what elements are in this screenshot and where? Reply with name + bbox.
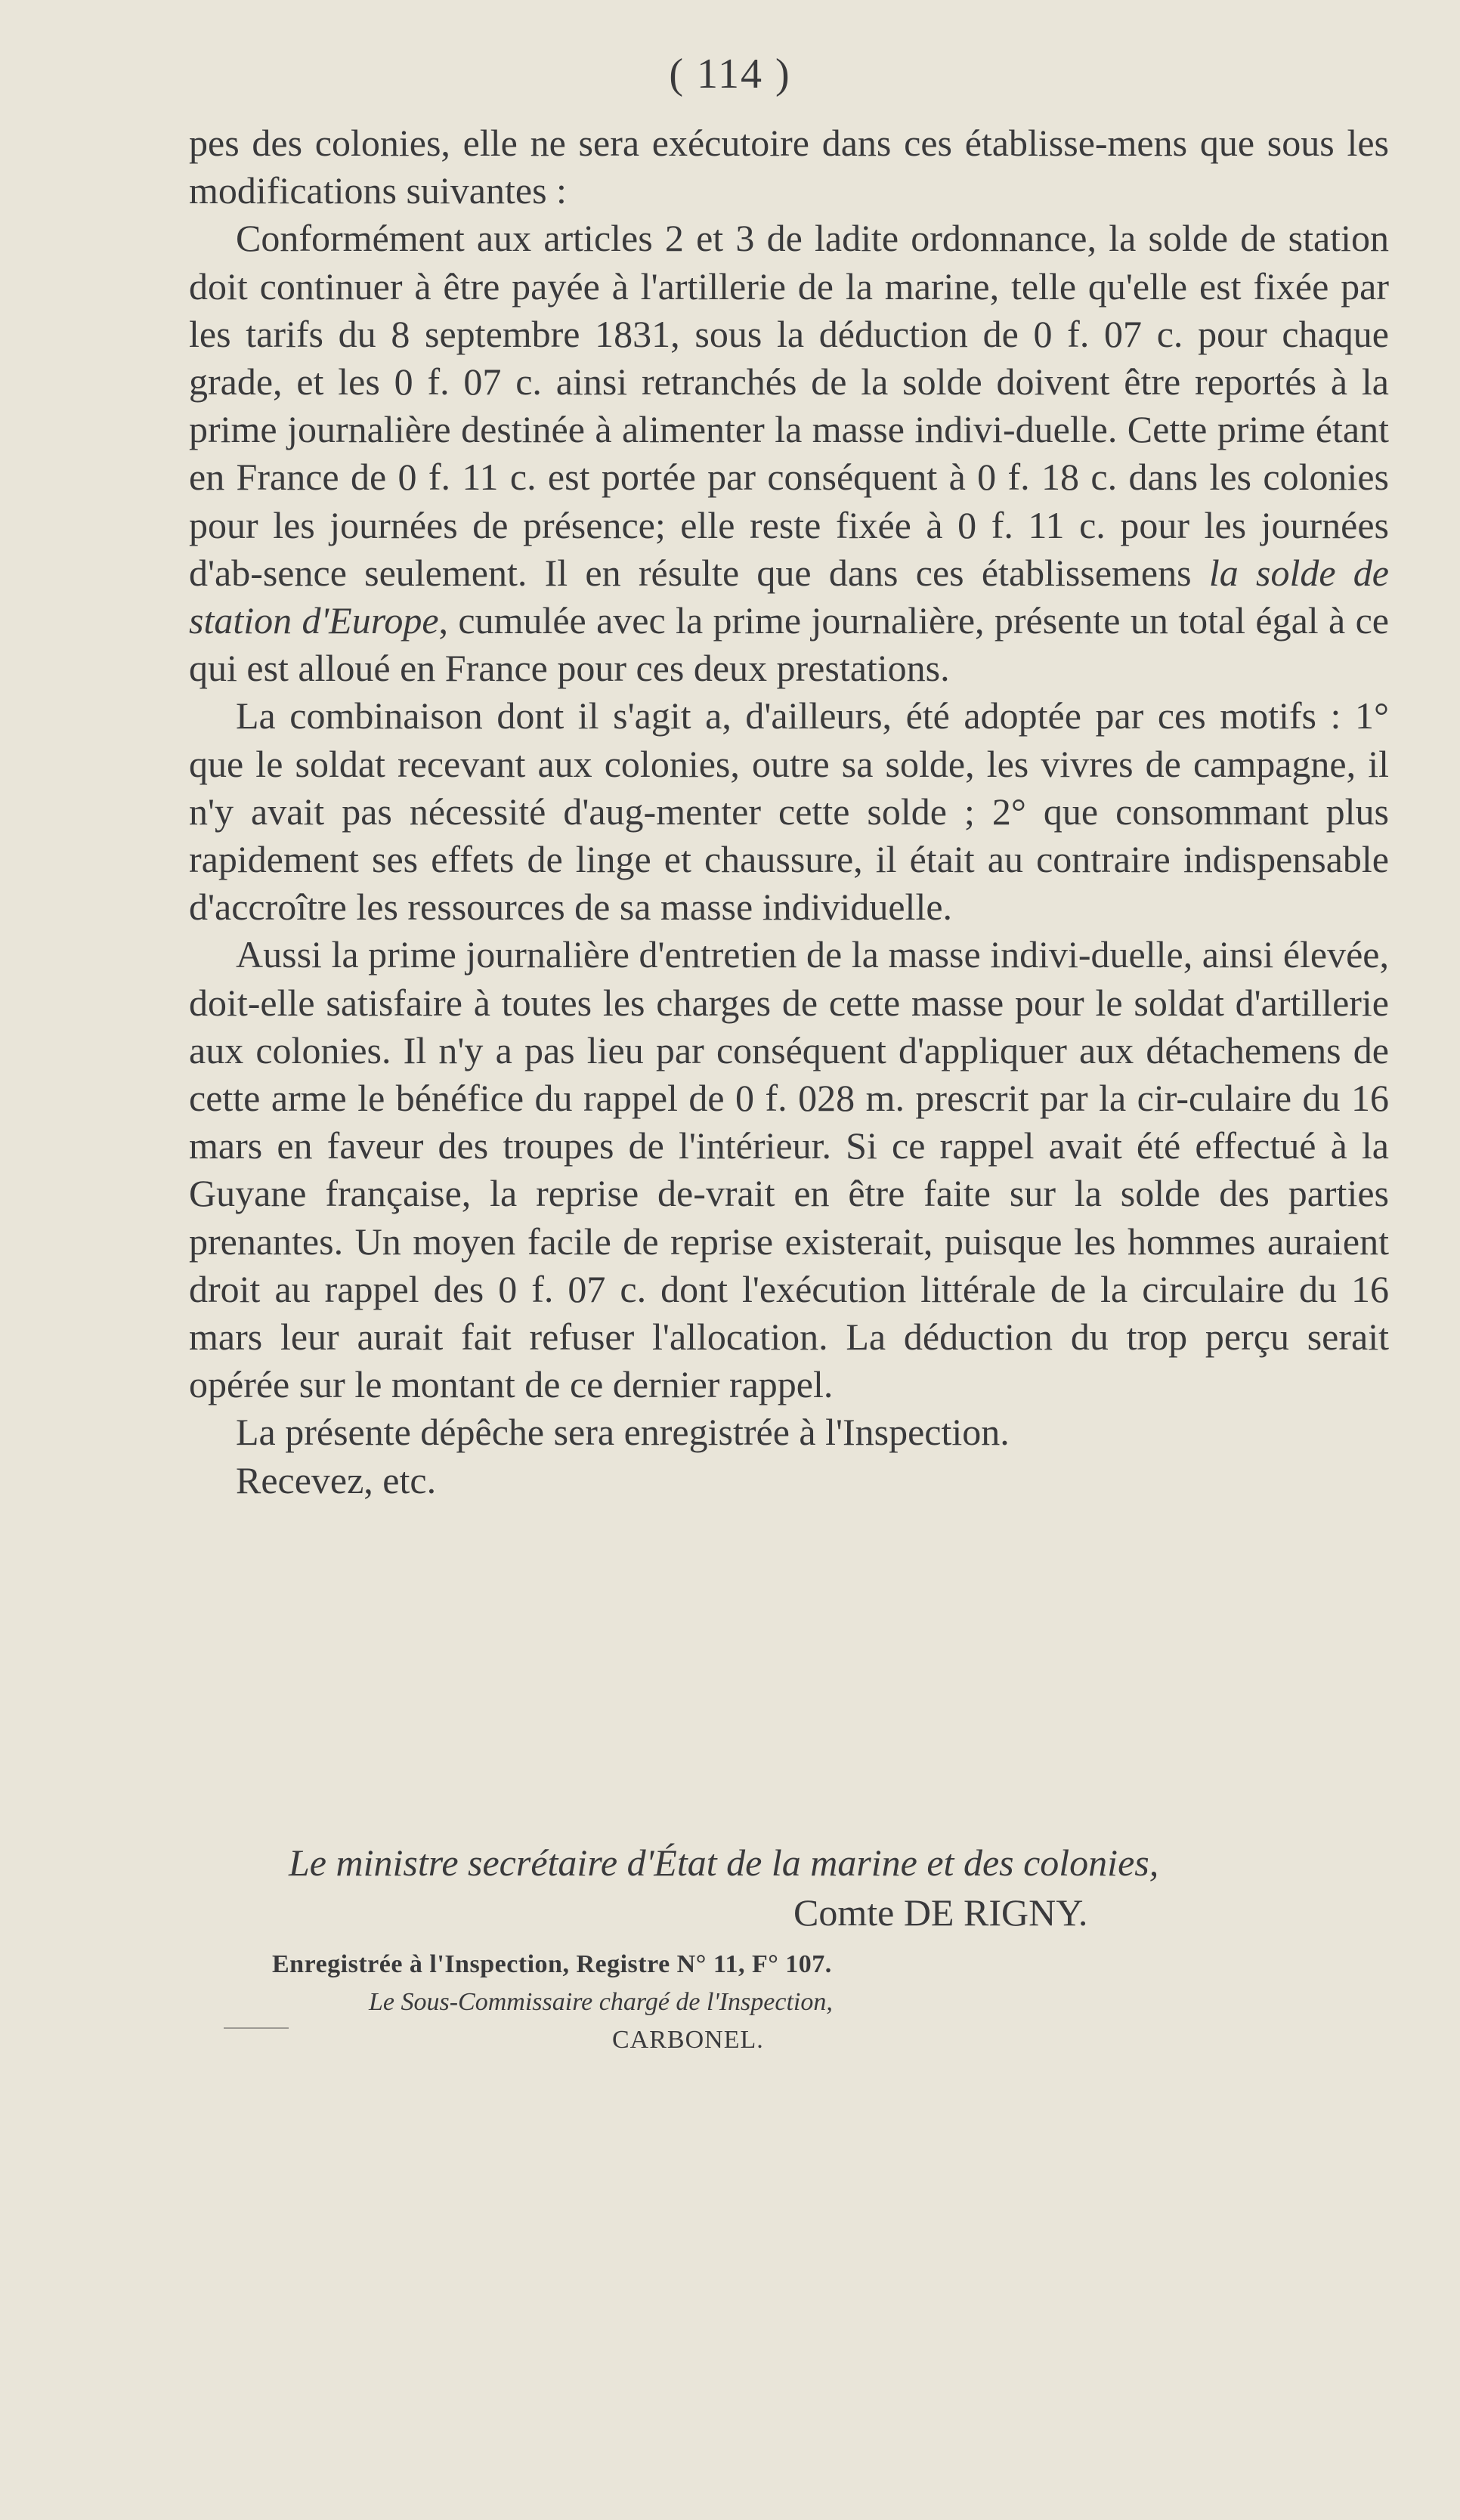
paragraph-text: Conformément aux articles 2 et 3 de ladite ordonnance, la solde de station doit continuer à être payée à l'artillerie de la marine, telle qu'elle est fixée par les tarifs du 8 septembre 1831, sous la déduction de 0 f. 07 c. pour chaque grade, et les 0 f. 07 c. ainsi retranchés de la solde doivent être reportés à la prime journalière destinée à alimenter la masse indivi-duelle. Cette prime étant en France de 0 f. 11 c. est portée par conséquent à 0 f. 18 c. dans les colonies pour les journées de présence; elle reste fixée à 0 f. 11 c. pour les journées d'ab-sence seulement. Il en résulte que dans ces établissemens bbox=[189, 217, 1389, 594]
paragraph-continuation: pes des colonies, elle ne sera exécutoire dans ces établisse-mens que sous les modifications suivantes : bbox=[189, 122, 1389, 212]
paragraph-prime: Aussi la prime journalière d'entretien de la masse indivi-duelle, ainsi élevée, doit-elle satisfaire à toutes les charges de cette masse pour le soldat d'artillerie aux colonies. Il n'y a pas lieu par conséquent d'appliquer aux détachemens de cette arme le bénéfice du rappel de 0 f. 028 m. prescrit par la cir-culaire du 16 mars en faveur des troupes de l'intérieur. Si ce rappel avait été effectué à la Guyane française, la reprise de-vrait en être faite sur la solde des parties prenantes. Un moyen facile de reprise existerait, puisque les hommes auraient droit au rappel des 0 f. 07 c. dont l'exécution littérale de la circulaire du 16 mars leur aurait fait refuser l'allocation. La déduction du trop perçu serait opérée sur le montant de ce dernier rappel. bbox=[189, 933, 1389, 1406]
paragraph-combinaison: La combinaison dont il s'agit a, d'ailleurs, été adoptée par ces motifs : 1° que le soldat recevant aux colonies, outre sa solde, les vivres de campagne, il n'y avait pas nécessité d'aug-menter cette solde ; 2° que consommant plus rapidement ses effets de linge et chaussure, il était au contraire indispensable d'accroître les ressources de sa masse individuelle. bbox=[189, 694, 1389, 929]
signatory-name: Comte DE RIGNY. bbox=[793, 1891, 1088, 1934]
registry-agent: Le Sous-Commissaire chargé de l'Inspection, bbox=[369, 1988, 833, 2016]
signature-block bbox=[189, 1838, 1389, 1937]
paragraph-enregistree: La présente dépêche sera enregistrée à l'Inspection. bbox=[236, 1411, 1010, 1454]
emphasis-solde-station: la solde de station d'Europe bbox=[189, 551, 1389, 642]
registry-block bbox=[189, 1946, 1389, 2059]
paragraph-text-end: , cumulée avec la prime journalière, présente un total égal à ce qui est alloué en France pour ces deux prestations. bbox=[189, 599, 1389, 690]
paragraph-conformement bbox=[189, 215, 1389, 692]
body-text bbox=[189, 119, 1389, 1504]
paragraph-recevez: Recevez, etc. bbox=[236, 1458, 437, 1501]
page-number: ( 114 ) bbox=[669, 51, 791, 97]
signatory-title: Le ministre secrétaire d'État de la marine et des colonies, bbox=[289, 1841, 1159, 1884]
margin-dash bbox=[224, 2027, 289, 2029]
registry-line: Enregistrée à l'Inspection, Registre N° 11, F° 107. bbox=[272, 1950, 832, 1978]
registry-name: CARBONEL. bbox=[612, 2026, 764, 2054]
